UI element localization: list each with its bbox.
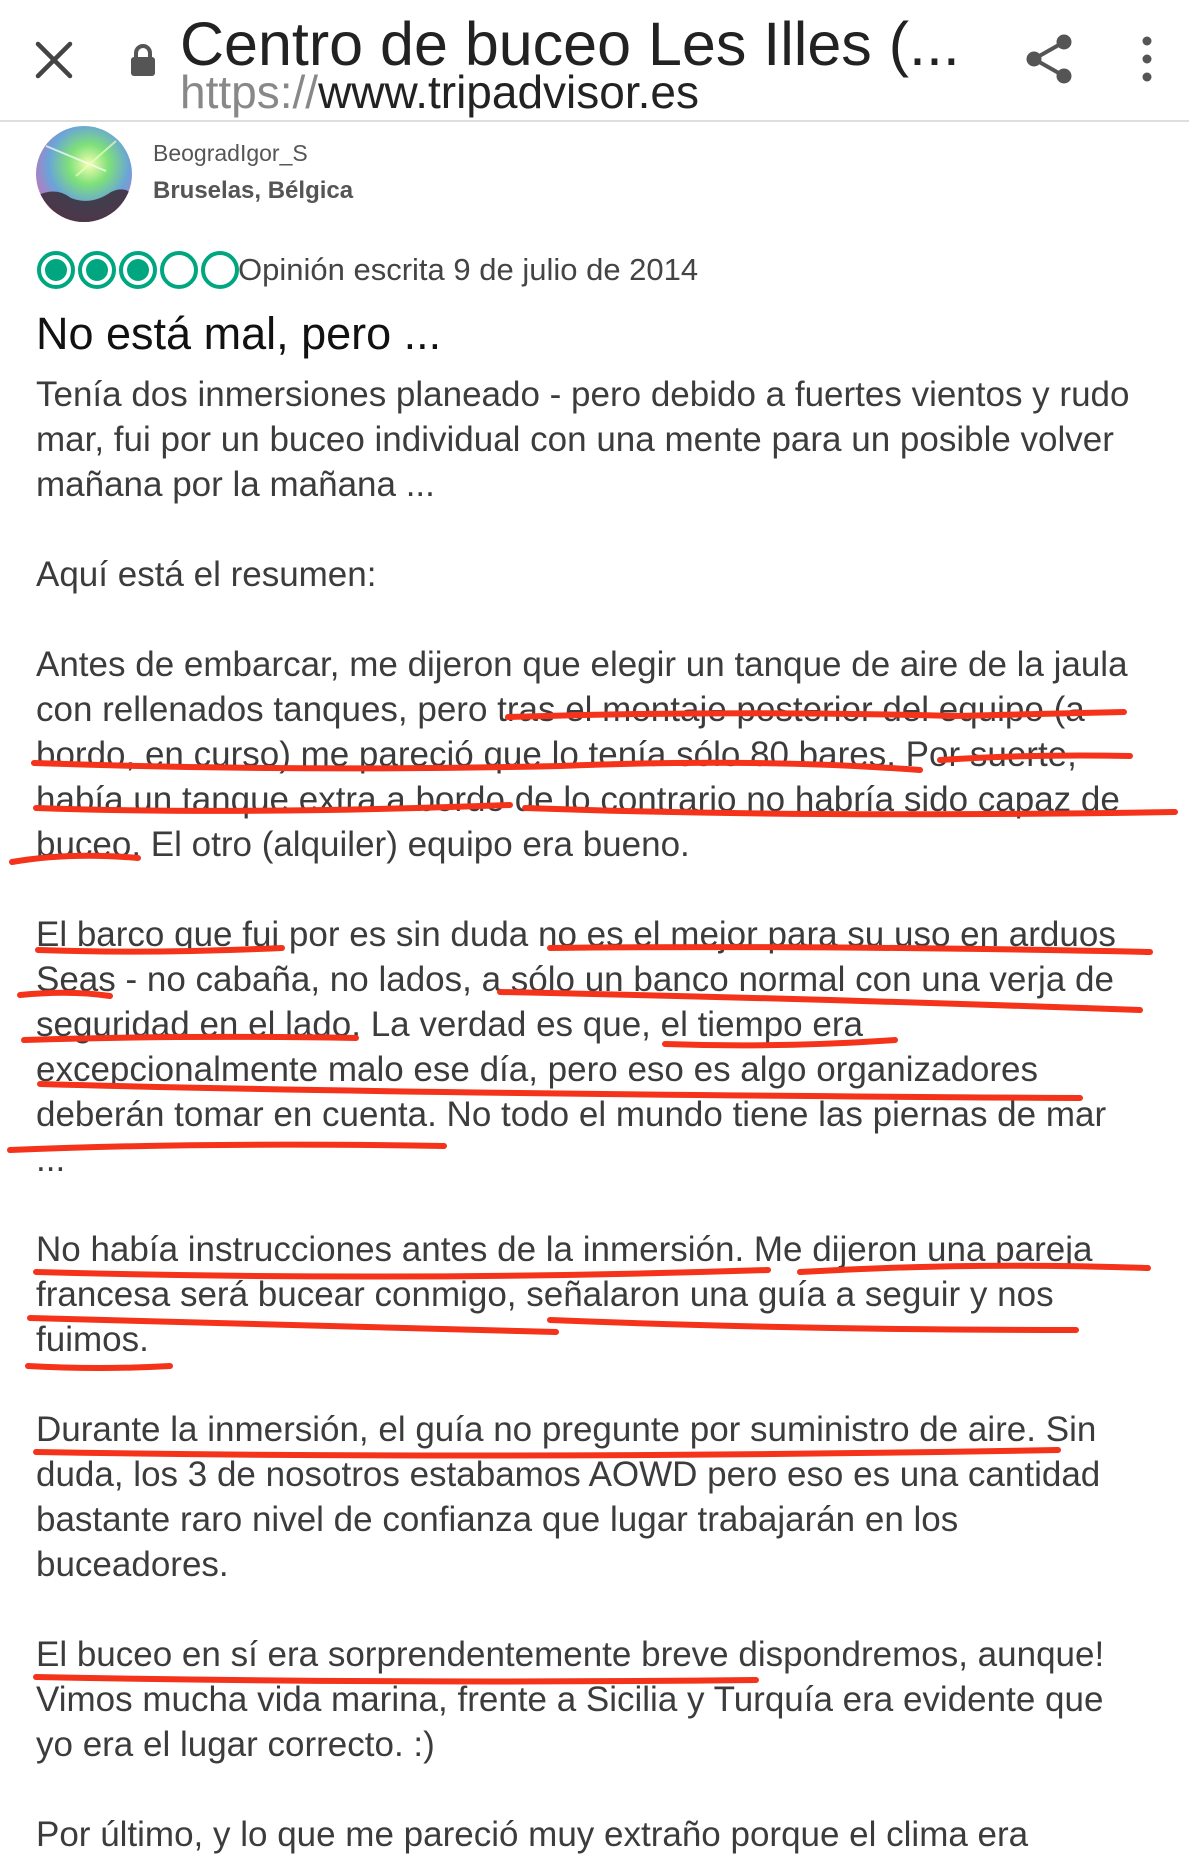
review-line: excepcionalmente malo ese día, pero eso es algo organizadores bbox=[36, 1050, 1039, 1089]
review-line: Durante la inmersión, el guía no pregunte por suministro de aire. Sin bbox=[36, 1410, 1097, 1449]
review-line: Seas - no cabaña, no lados, a sólo un banco normal con una verja de bbox=[36, 960, 1114, 999]
page-url[interactable] bbox=[180, 66, 699, 118]
url-scheme: https:// bbox=[180, 66, 319, 118]
review-line: Tenía dos inmersiones planeado - pero debido a fuertes vientos y rudo bbox=[36, 375, 1130, 414]
rating-bubble bbox=[203, 253, 237, 287]
review-blank-line bbox=[36, 507, 1176, 552]
rating-bubble-fill bbox=[45, 259, 67, 281]
review-line: yo era el lugar correcto. :) bbox=[36, 1725, 435, 1764]
review-line: fuimos. bbox=[36, 1320, 149, 1359]
review-blank-line bbox=[36, 1587, 1176, 1632]
review-line: deberán tomar en cuenta. No todo el mundo tiene las piernas de mar bbox=[36, 1095, 1107, 1134]
review-body bbox=[36, 372, 1176, 1857]
review-blank-line bbox=[36, 597, 1176, 642]
review-line: bordo, en curso) me pareció que lo tenía sólo 80 bares. Por suerte, bbox=[36, 735, 1077, 774]
review-blank-line bbox=[36, 1182, 1176, 1227]
rating-bubble-fill bbox=[127, 259, 149, 281]
page-title: Centro de buceo Les Illes (... bbox=[180, 10, 960, 78]
review-line: con rellenados tanques, pero tras el montaje posterior del equipo (a bbox=[36, 690, 1085, 729]
review-line: buceo. El otro (alquiler) equipo era bueno. bbox=[36, 825, 690, 864]
rating-bubble bbox=[162, 253, 196, 287]
share-icon[interactable] bbox=[1022, 30, 1078, 88]
review-line: Por último, y lo que me pareció muy extraño porque el clima era bbox=[36, 1815, 1029, 1854]
review-line: El buceo en sí era sorprendentemente breve dispondremos, aunque! bbox=[36, 1635, 1105, 1674]
review-line: No había instrucciones antes de la inmersión. Me dijeron una pareja bbox=[36, 1230, 1093, 1269]
lock-icon bbox=[128, 43, 158, 77]
url-host: www.tripadvisor.es bbox=[318, 66, 699, 118]
review-line: mañana por la mañana ... bbox=[36, 465, 435, 504]
review-line: había un tanque extra a bordo de lo contrario no habría sido capaz de bbox=[36, 780, 1120, 819]
reviewer-username[interactable]: BeogradIgor_S bbox=[153, 140, 308, 166]
avatar[interactable] bbox=[36, 126, 132, 222]
review-line: mar, fui por un buceo individual con una mente para un posible volver bbox=[36, 420, 1114, 459]
review-line: buceadores. bbox=[36, 1545, 229, 1584]
review-line: francesa será bucear conmigo, señalaron una guía a seguir y nos bbox=[36, 1275, 1054, 1314]
close-icon[interactable] bbox=[30, 30, 78, 86]
review-line: El barco que fui por es sin duda no es el mejor para su uso en arduos bbox=[36, 915, 1116, 954]
review-date: Opinión escrita 9 de julio de 2014 bbox=[238, 252, 699, 287]
review-line: bastante raro nivel de confianza que lugar trabajarán en los bbox=[36, 1500, 959, 1539]
reviewer-location: Bruselas, Bélgica bbox=[153, 177, 354, 204]
review-blank-line bbox=[36, 1362, 1176, 1407]
menu-icon[interactable] bbox=[1133, 34, 1161, 84]
review-line: Antes de embarcar, me dijeron que elegir un tanque de aire de la jaula bbox=[36, 645, 1128, 684]
review-title: No está mal, pero ... bbox=[36, 308, 442, 359]
rating-bubble-fill bbox=[86, 259, 108, 281]
review-line: seguridad en el lado. La verdad es que, el tiempo era bbox=[36, 1005, 863, 1044]
browser-toolbar bbox=[0, 0, 1189, 122]
review-line: Aquí está el resumen: bbox=[36, 555, 377, 594]
review-line: duda, los 3 de nosotros estabamos AOWD pero eso es una cantidad bbox=[36, 1455, 1101, 1494]
review-blank-line bbox=[36, 1767, 1176, 1812]
review-line: Vimos mucha vida marina, frente a Sicilia y Turquía era evidente que bbox=[36, 1680, 1104, 1719]
review-line: ... bbox=[36, 1140, 66, 1179]
review-blank-line bbox=[36, 867, 1176, 912]
rating-bubbles bbox=[36, 249, 246, 291]
